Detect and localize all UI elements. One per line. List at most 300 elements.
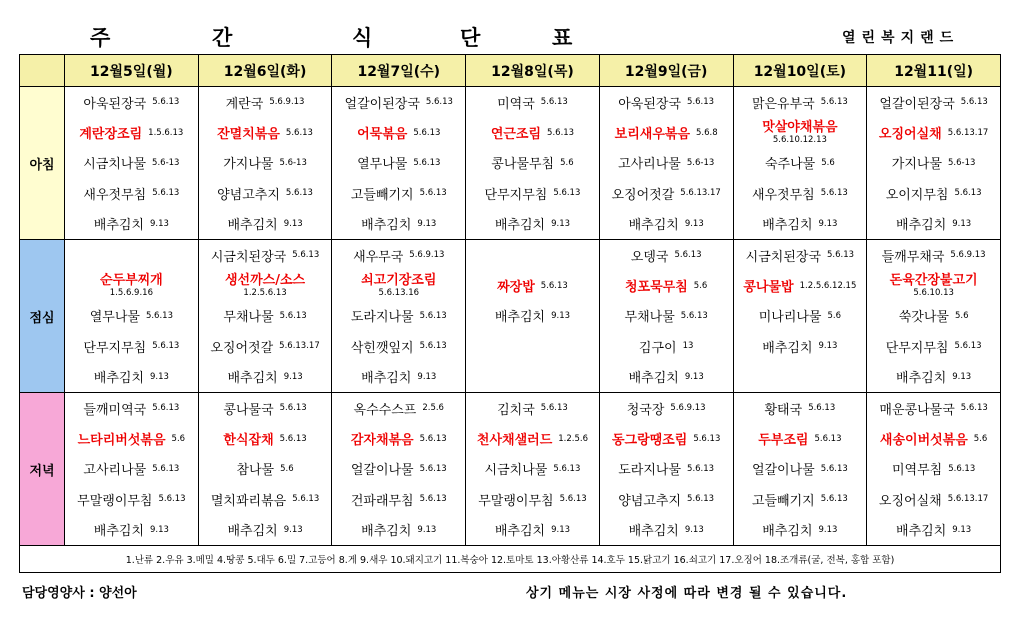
menu-item — [867, 331, 1000, 361]
title-char: 식 — [352, 26, 373, 50]
dish-name: 배추김치 — [896, 218, 947, 234]
allergen-codes: 5.6.13 — [954, 341, 982, 352]
dish-name: 시금치나물 — [83, 157, 147, 173]
day-header: 12월10일(토) — [733, 55, 867, 87]
dish-name: 배추김치 — [227, 524, 278, 540]
menu-item — [600, 270, 733, 300]
allergen-codes: 5.6.13 — [547, 127, 575, 138]
allergen-codes: 5.6.13 — [292, 250, 320, 261]
day-header: 12월9일(금) — [599, 55, 733, 87]
title-char: 주 — [90, 26, 111, 50]
dish-name: 황태국 — [764, 402, 803, 418]
allergen-codes: 5.6.13 — [687, 463, 715, 474]
dish-name: 오징어실채 — [878, 127, 942, 143]
menu-item — [867, 362, 1000, 392]
meal-row — [20, 87, 1001, 240]
dish-name: 오징어젓갈 — [210, 340, 274, 356]
menu-item — [466, 87, 599, 117]
menu-item — [734, 331, 867, 361]
menu-item — [65, 240, 198, 270]
allergen-codes: 5.6.13 — [687, 494, 715, 505]
organization-name: 열린복지랜드 — [842, 30, 960, 46]
menu-item — [332, 515, 465, 545]
dish-name: 두부조림 — [758, 433, 809, 449]
dish-name: 도라지나물 — [350, 310, 414, 326]
meal-row — [20, 240, 1001, 393]
allergen-codes: 5.6.13 — [152, 341, 180, 352]
allergen-codes: 5.6.13 — [419, 341, 447, 352]
dish-name: 배추김치 — [762, 340, 813, 356]
allergen-codes: 5.6.13 — [693, 433, 721, 444]
menu-cell — [867, 393, 1001, 546]
allergen-codes: 9.13 — [684, 218, 704, 229]
menu-item — [867, 515, 1000, 545]
dish-name: 양념고추지 — [217, 187, 280, 203]
menu-item — [734, 423, 867, 453]
dish-name: 어묵볶음 — [357, 127, 408, 143]
allergen-codes: 9.13 — [952, 524, 972, 535]
dish-name: 미역무침 — [891, 463, 943, 479]
menu-cell — [599, 393, 733, 546]
meal-label: 저녁 — [20, 393, 65, 546]
menu-item — [332, 148, 465, 178]
dish-name: 고들빼기지 — [350, 187, 414, 203]
dish-name: 순두부찌개 — [99, 272, 163, 288]
dish-name: 배추김치 — [227, 371, 278, 387]
allergen-codes: 9.13 — [952, 371, 972, 382]
allergen-codes: 5.6.13 — [279, 403, 307, 414]
allergen-codes: 5.6.13 — [419, 463, 447, 474]
menu-item — [600, 423, 733, 453]
menu-item — [199, 117, 332, 147]
menu-cell — [198, 87, 332, 240]
dish-name: 청포묵무침 — [625, 280, 688, 296]
dish-name: 배추김치 — [361, 371, 412, 387]
allergen-codes: 9.13 — [551, 218, 571, 229]
dish-name: 오뎅국 — [630, 249, 669, 265]
dish-name: 동그랑땡조림 — [611, 433, 688, 449]
allergen-codes: 9.13 — [684, 524, 704, 535]
menu-cell — [466, 393, 600, 546]
allergen-codes: 5.6.13 — [820, 494, 848, 505]
dish-name: 배추김치 — [93, 371, 144, 387]
dish-name: 배추김치 — [93, 218, 144, 234]
dish-name: 멸치꽈리볶음 — [210, 493, 287, 509]
allergen-codes: 5.6.13 — [419, 433, 447, 444]
weekly-menu-table — [19, 54, 1001, 573]
allergen-codes: 5.6.13 — [553, 188, 581, 199]
dish-name: 매운콩나물국 — [879, 402, 955, 418]
menu-item — [600, 209, 733, 239]
dish-name: 무채나물 — [624, 310, 675, 326]
title-char: 단 — [460, 26, 481, 50]
dish-name: 배추김치 — [896, 371, 947, 387]
menu-item — [600, 87, 733, 117]
allergen-codes: 9.13 — [283, 524, 303, 535]
menu-cell — [332, 393, 466, 546]
menu-item — [65, 301, 198, 331]
allergen-codes: 9.13 — [551, 310, 571, 321]
allergen-codes: 5.6.13 — [820, 97, 848, 108]
allergen-codes: 5.6.13.17 — [947, 494, 989, 505]
allergen-codes: 5.6.13 — [954, 188, 982, 199]
dish-name: 배추김치 — [227, 218, 278, 234]
dish-name: 얼갈이나물 — [751, 463, 815, 479]
menu-item — [600, 178, 733, 208]
menu-item — [867, 240, 1000, 270]
menu-item — [734, 484, 867, 514]
allergen-codes: 1.2.5.6.12.15 — [799, 280, 857, 291]
dish-name: 새송이버섯볶음 — [879, 433, 968, 449]
menu-cell — [332, 87, 466, 240]
allergen-codes: 5.6.13 — [827, 250, 855, 261]
allergen-codes: 9.13 — [150, 371, 169, 382]
menu-item — [867, 454, 1000, 484]
dish-name: 콩나물밥 — [743, 280, 794, 296]
meal-label: 아침 — [20, 87, 65, 240]
menu-item — [734, 362, 867, 392]
dish-name: 배추김치 — [494, 310, 546, 326]
allergen-codes: 5.6.13 — [152, 463, 180, 474]
allergen-codes: 5.6.13 — [820, 188, 848, 199]
allergen-codes: 5.6-13 — [686, 157, 715, 168]
allergen-codes: 1.2.5.6.13 — [243, 287, 287, 298]
dish-name: 배추김치 — [628, 524, 679, 540]
dish-name: 고사리나물 — [618, 157, 681, 173]
title-char: 표 — [552, 26, 573, 50]
dish-name: 미나리나물 — [758, 310, 822, 326]
menu-cell — [65, 87, 199, 240]
allergen-codes: 5.6.13 — [419, 310, 447, 321]
dish-name: 배추김치 — [628, 371, 679, 387]
allergen-codes: 5.6.13 — [285, 188, 313, 199]
menu-item — [65, 87, 198, 117]
menu-item — [65, 331, 198, 361]
day-header: 12월8일(목) — [466, 55, 600, 87]
menu-item — [332, 362, 465, 392]
menu-item — [332, 240, 465, 270]
menu-cell — [733, 240, 867, 393]
menu-item — [332, 209, 465, 239]
allergen-codes: 9.13 — [283, 218, 303, 229]
dish-name: 무말랭이무침 — [77, 493, 153, 509]
menu-item — [332, 87, 465, 117]
allergen-codes: 5.6 — [821, 157, 835, 168]
dish-name: 배추김치 — [762, 218, 813, 234]
dish-name: 숙주나물 — [764, 157, 816, 173]
menu-item — [466, 209, 599, 239]
dish-name: 짜장밥 — [497, 280, 535, 296]
menu-item — [332, 484, 465, 514]
menu-cell — [332, 240, 466, 393]
dish-name: 들깨미역국 — [83, 402, 147, 418]
allergen-codes: 5.6-13 — [948, 157, 976, 168]
title-char: 간 — [212, 26, 233, 50]
allergen-codes: 5.6.13 — [540, 403, 568, 414]
legend-row — [20, 546, 1001, 573]
dish-name: 배추김치 — [361, 524, 412, 540]
menu-item — [332, 331, 465, 361]
dish-name: 느타리버섯볶음 — [77, 433, 166, 449]
allergen-codes: 5.6.13 — [292, 494, 320, 505]
menu-item — [466, 454, 599, 484]
menu-item — [466, 393, 599, 423]
dish-name: 배추김치 — [896, 524, 947, 540]
menu-cell — [198, 393, 332, 546]
menu-item — [600, 454, 733, 484]
menu-item — [600, 240, 733, 270]
menu-item — [65, 393, 198, 423]
dish-name: 단무지무침 — [885, 340, 949, 356]
allergen-codes: 9.13 — [150, 218, 169, 229]
menu-item — [199, 423, 332, 453]
page-title — [60, 22, 620, 50]
menu-cell — [65, 393, 199, 546]
menu-item — [199, 454, 332, 484]
menu-item — [734, 240, 867, 270]
dish-name: 생선까스/소스 — [225, 272, 306, 288]
allergen-codes: 5.6.13 — [540, 97, 568, 108]
allergen-codes: 9.13 — [952, 218, 972, 229]
allergen-codes: 5.6.13.16 — [378, 287, 420, 298]
menu-item — [734, 87, 867, 117]
dish-name: 시금치나물 — [484, 463, 548, 479]
menu-item — [199, 484, 332, 514]
menu-item — [600, 301, 733, 331]
menu-item — [199, 240, 332, 270]
dish-name: 새우젓무침 — [751, 187, 815, 203]
menu-item — [332, 178, 465, 208]
dish-name: 양념고추지 — [618, 493, 682, 509]
menu-item — [466, 178, 599, 208]
dish-name: 배추김치 — [494, 218, 546, 234]
menu-item — [734, 454, 867, 484]
dish-name: 건파래무침 — [350, 493, 414, 509]
menu-item — [867, 117, 1000, 147]
allergen-codes: 5.6.13 — [152, 97, 180, 108]
dish-name: 맑은유부국 — [751, 96, 815, 112]
allergen-codes: 5.6.13 — [413, 127, 441, 138]
dish-name: 오징어실채 — [878, 493, 942, 509]
dish-name: 김치국 — [497, 402, 535, 418]
allergen-codes: 9.13 — [818, 524, 838, 535]
dish-name: 계란장조림 — [79, 127, 143, 143]
allergen-codes: 5.6 — [171, 433, 186, 444]
menu-item — [466, 117, 599, 147]
menu-item — [734, 393, 867, 423]
allergen-codes: 5.6.13 — [559, 494, 587, 505]
menu-cell — [867, 87, 1001, 240]
menu-item — [65, 515, 198, 545]
allergen-codes: 9.13 — [417, 218, 437, 229]
allergen-codes: 5.6.13 — [279, 433, 307, 444]
change-notice: 상기 메뉴는 시장 사정에 따라 변경 될 수 있습니다. — [526, 586, 848, 601]
allergen-codes: 9.13 — [684, 371, 704, 382]
menu-item — [65, 270, 198, 300]
allergen-codes: 13 — [682, 341, 694, 352]
dish-name: 쑥갓나물 — [898, 310, 949, 326]
allergen-codes: 5.6.13 — [820, 463, 848, 474]
dish-name: 보리새우볶음 — [614, 127, 691, 143]
menu-item — [867, 178, 1000, 208]
dish-name: 연근조림 — [490, 127, 542, 143]
menu-item — [600, 362, 733, 392]
menu-item — [65, 148, 198, 178]
menu-item — [466, 484, 599, 514]
allergen-codes: 5.6.13 — [413, 157, 441, 168]
allergen-codes: 9.13 — [551, 524, 571, 535]
menu-item — [867, 87, 1000, 117]
menu-item — [199, 301, 332, 331]
allergen-codes: 5.6.13 — [687, 97, 715, 108]
allergen-codes: 5.6.13 — [279, 310, 307, 321]
menu-item — [466, 515, 599, 545]
dish-name: 새우젓무침 — [83, 187, 147, 203]
menu-item — [332, 393, 465, 423]
dish-name: 시금치된장국 — [745, 249, 822, 265]
allergen-codes: 5.6.9.13 — [269, 97, 305, 108]
dish-name: 배추김치 — [361, 218, 412, 234]
menu-item — [600, 484, 733, 514]
dish-name: 얼갈이된장국 — [879, 96, 955, 112]
dish-name: 배추김치 — [628, 218, 679, 234]
allergen-codes: 5.6.13 — [814, 433, 842, 444]
menu-item — [734, 270, 867, 300]
allergen-codes: 5.6 — [973, 433, 988, 444]
menu-item — [867, 301, 1000, 331]
menu-item — [867, 209, 1000, 239]
allergen-codes: 5.6.13 — [540, 280, 568, 291]
allergen-codes: 1.5.6.9.16 — [109, 287, 153, 298]
menu-cell — [198, 240, 332, 393]
dish-name: 열무나물 — [89, 310, 140, 326]
dish-name: 배추김치 — [93, 524, 144, 540]
dish-name: 청국장 — [626, 402, 665, 418]
dietitian-label: 담당영양사 : 양선아 — [22, 586, 137, 601]
menu-item — [600, 393, 733, 423]
menu-item — [734, 178, 867, 208]
menu-item — [466, 362, 599, 392]
allergen-codes: 5.6.13.17 — [680, 188, 721, 199]
menu-item — [600, 148, 733, 178]
allergen-codes: 5.6.13 — [419, 188, 447, 199]
day-header: 12월11(일) — [867, 55, 1001, 87]
menu-item — [466, 240, 599, 270]
allergen-codes: 5.6.13 — [948, 463, 976, 474]
menu-item — [867, 148, 1000, 178]
menu-item — [734, 301, 867, 331]
menu-item — [65, 209, 198, 239]
allergen-codes: 9.13 — [283, 371, 303, 382]
day-header: 12월6일(화) — [198, 55, 332, 87]
dish-name: 시금치된장국 — [210, 249, 287, 265]
allergen-codes: 5.6.8 — [696, 127, 718, 138]
allergen-codes: 1.5.6.13 — [148, 127, 184, 138]
dish-name: 고들빼기지 — [751, 493, 815, 509]
menu-cell — [466, 87, 600, 240]
menu-item — [199, 515, 332, 545]
dish-name: 한식잡채 — [223, 433, 274, 449]
menu-item — [332, 423, 465, 453]
dish-name: 가지나물 — [223, 157, 274, 173]
dish-name: 고사리나물 — [83, 463, 147, 479]
menu-cell — [733, 393, 867, 546]
allergen-codes: 5.6 — [827, 310, 842, 321]
allergen-codes: 5.6.10.13 — [913, 287, 954, 298]
dish-name: 배추김치 — [762, 524, 813, 540]
dish-name: 들깨무채국 — [881, 249, 945, 265]
menu-item — [600, 515, 733, 545]
meal-label: 점심 — [20, 240, 65, 393]
dish-name: 가지나물 — [891, 157, 943, 173]
menu-item — [867, 270, 1000, 300]
dish-name: 감자채볶음 — [350, 433, 414, 449]
menu-item — [867, 393, 1000, 423]
meal-row — [20, 393, 1001, 546]
dish-name: 오징어젓갈 — [611, 187, 675, 203]
day-header: 12월7일(수) — [332, 55, 466, 87]
allergen-codes: 5.6.13 — [680, 310, 708, 321]
allergen-codes: 5.6 — [954, 310, 969, 321]
allergen-codes: 5.6.13 — [152, 403, 180, 414]
dish-name: 얼갈이된장국 — [344, 96, 420, 112]
menu-item — [199, 270, 332, 300]
menu-item — [466, 148, 599, 178]
allergen-codes: 9.13 — [818, 218, 838, 229]
menu-item — [734, 117, 867, 147]
allergen-codes: 5.6-13 — [152, 157, 180, 168]
allergen-codes: 5.6.13 — [960, 97, 988, 108]
allergen-codes: 5.6.9.13 — [950, 250, 986, 261]
allergen-codes: 5.6.13 — [145, 310, 173, 321]
allergen-codes: 9.13 — [417, 371, 437, 382]
dish-name: 아욱된장국 — [618, 96, 682, 112]
allergen-codes: 5.6.13 — [553, 463, 581, 474]
allergen-codes: 5.6.13 — [808, 403, 836, 414]
menu-item — [199, 393, 332, 423]
dish-name: 천사채샐러드 — [476, 433, 553, 449]
dish-name: 콩나물무침 — [491, 157, 555, 173]
menu-cell — [599, 240, 733, 393]
dish-name: 김구이 — [638, 340, 677, 356]
dish-name: 아욱된장국 — [83, 96, 147, 112]
dish-name: 삭힌깻잎지 — [350, 340, 414, 356]
menu-cell — [599, 87, 733, 240]
allergen-codes: 5.6.13 — [419, 494, 447, 505]
allergen-codes: 5.6 — [693, 280, 708, 291]
allergen-codes: 5.6.13 — [152, 188, 180, 199]
allergen-codes: 5.6-13 — [279, 157, 307, 168]
dish-name: 배추김치 — [494, 524, 546, 540]
menu-item — [65, 484, 198, 514]
dish-name: 무말랭이무침 — [478, 493, 554, 509]
dish-name: 참나물 — [236, 463, 275, 479]
menu-cell — [733, 87, 867, 240]
menu-item — [600, 117, 733, 147]
allergen-codes: 9.13 — [150, 524, 169, 535]
day-header-row — [20, 55, 1001, 87]
allergen-codes: 5.6.13 — [285, 127, 313, 138]
allergen-codes: 5.6.13.17 — [947, 127, 989, 138]
menu-item — [199, 178, 332, 208]
menu-item — [867, 423, 1000, 453]
allergen-codes: 1.2.5.6 — [558, 433, 589, 444]
allergen-codes: 5.6.10.12.13 — [772, 134, 827, 145]
menu-item — [332, 270, 465, 300]
dish-name: 새우무국 — [353, 249, 404, 265]
dish-name: 잔멸치볶음 — [217, 127, 280, 143]
dish-name: 콩나물국 — [223, 402, 274, 418]
